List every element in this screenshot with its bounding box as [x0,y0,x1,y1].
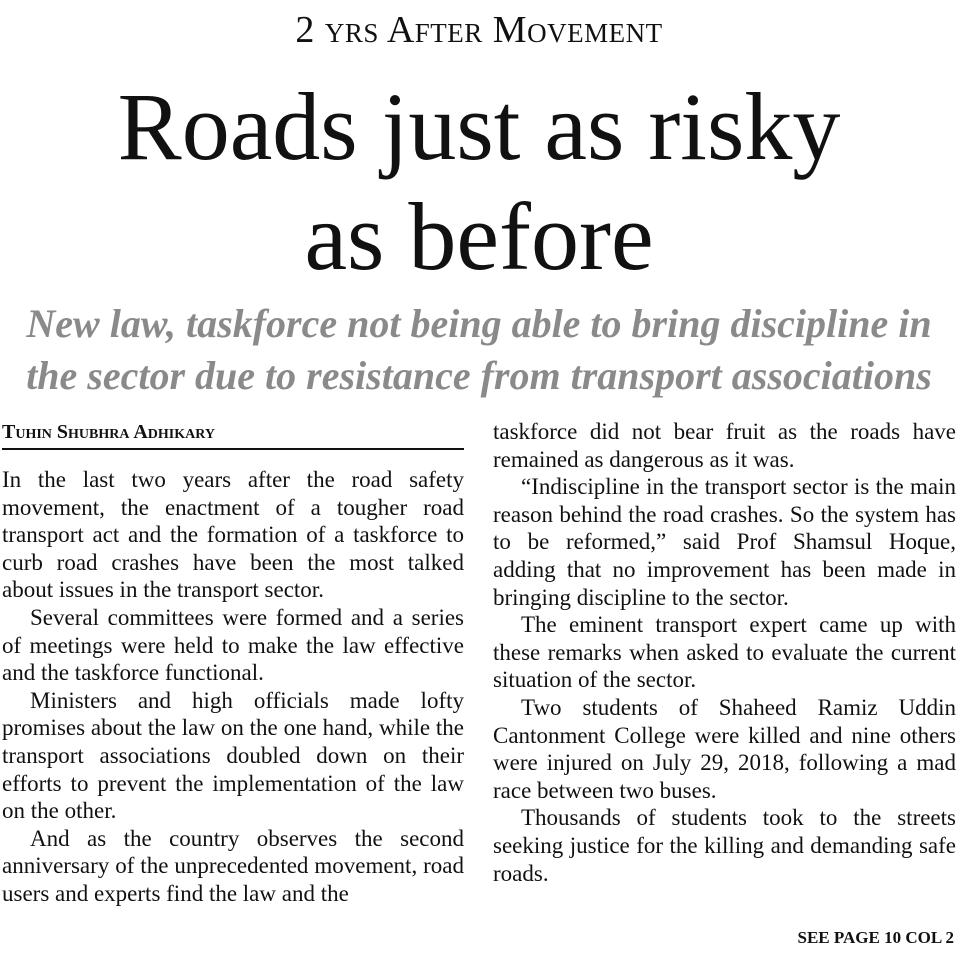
paragraph: Two students of Shaheed Ramiz Uddin Cantonment College were killed and nine others were injured on July 29, 2018, following a mad race between two buses. [493,694,956,803]
paragraph: Thousands of students took to the streets seeking justice for the killing and demanding safe roads. [493,805,956,886]
headline [0,72,958,292]
article-column-1 [2,466,464,908]
paragraph: In the last two years after the road safety movement, the enactment of a tougher road transport act and the formation of a taskforce to curb road crashes have been the most talked about issues in the transport sector. [2,467,464,603]
paragraph: Ministers and high officials made lofty promises about the law on the one hand, while the transport associations doubled down on their efforts to prevent the implementation of the law on the other. [2,687,464,824]
headline-line-1: Roads just as risky [117,73,841,180]
paragraph: The eminent transport expert came up with these remarks when asked to evaluate the current situation of the sector. [493,612,956,693]
deck-line-2: the sector due to resistance from transport associations [26,353,932,398]
headline-line-2: as before [304,183,654,290]
paragraph: “Indiscipline in the transport sector is the main reason behind the road crashes. So the system has to be reformed,” said Prof Shamsul Hoque, adding that no improvement has been made in bringing discipline to the sector. [493,474,956,610]
byline: Tuhin Shubhra Adhikary [2,421,464,450]
paragraph: Several committees were formed and a series of meetings were held to make the law effective and the taskforce functional. [2,604,464,686]
kicker: 2 yrs After Movement [295,9,663,51]
paragraph: taskforce did not bear fruit as the roads have remained as dangerous as it was. [493,419,956,472]
paragraph: And as the country observes the second anniversary of the unprecedented movement, road users and experts find the law and the [2,825,464,906]
continued-jump-line: SEE PAGE 10 COL 2 [797,928,954,947]
article-column-2 [493,418,956,887]
deck-line-1: New law, taskforce not being able to bring discipline in [26,301,932,346]
deck-subheadline [0,298,958,402]
